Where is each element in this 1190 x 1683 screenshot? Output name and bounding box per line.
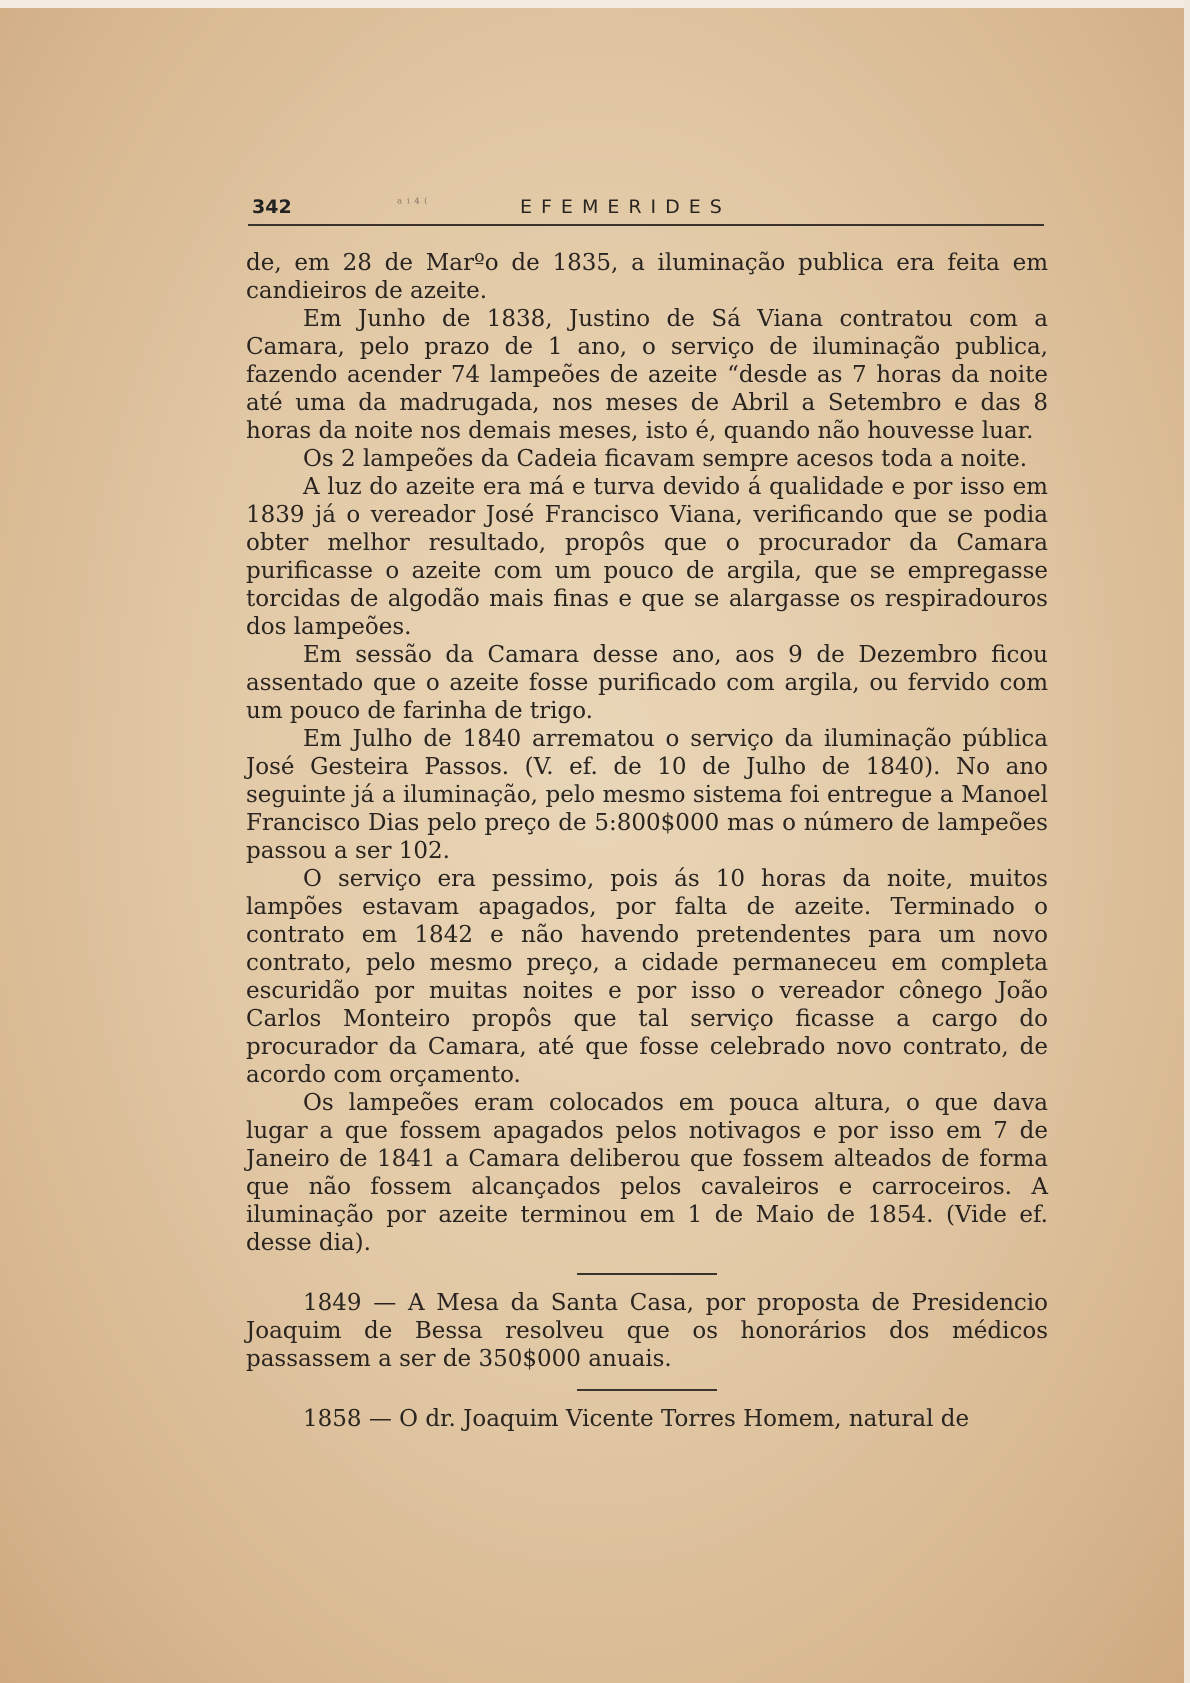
paragraph: Em Julho de 1840 arrematou o serviço da iluminação pública José Gesteira Passos. (V. ef. de 10 de Julho de 1840). No ano seguinte já a iluminação, pelo mesmo sistema foi entregue a Manoel Francisco Dias pelo preço de 5:800$000 mas o número de lampeões passou a ser 102. xyxy=(246,726,1048,864)
page-number: 342 xyxy=(252,196,292,218)
entry-1849: 1849 — A Mesa da Santa Casa, por proposta de Presidencio Joaquim de Bessa resolveu que os honorários dos médicos passassem a ser de 350$000 anuais. xyxy=(246,1290,1048,1372)
paragraph: Os 2 lampeões da Cadeia ficavam sempre acesos toda a noite. xyxy=(303,446,1028,472)
running-title: EFEMERIDES xyxy=(520,196,731,218)
paragraph: Os lampeões eram colocados em pouca altura, o que dava lugar a que fossem apagados pelos notivagos e por isso em 7 de Janeiro de 1841 a Camara deliberou que fossem alteados de forma que não fossem alcançados pelos cavaleiros e carroceiros. A iluminação por azeite terminou em 1 de Maio de 1854. (Vide ef. desse dia). xyxy=(246,1090,1048,1256)
entry-separator xyxy=(577,1389,717,1391)
paragraph: A luz do azeite era má e turva devido á qualidade e por isso em 1839 já o vereador José Francisco Viana, verificando que se podia obter melhor resultado, propôs que o procurador da Camara purificasse o azeite com um pouco de argila, que se empregasse torcidas de algodão mais finas e que se alargasse os respiradouros dos lampeões. xyxy=(246,474,1048,640)
header-rule xyxy=(248,224,1044,226)
entry-separator xyxy=(577,1273,717,1275)
paragraph: de, em 28 de Marºo de 1835, a iluminação publica era feita em candieiros de azeite. xyxy=(246,250,1048,304)
page-header xyxy=(252,196,1042,226)
paragraph: Em sessão da Camara desse ano, aos 9 de Dezembro ficou assentado que o azeite fosse purificado com argila, ou fervido com um pouco de farinha de trigo. xyxy=(246,642,1048,724)
body-text xyxy=(246,249,1048,1433)
paragraph: O serviço era pessimo, pois ás 10 horas da noite, muitos lampões estavam apagados, por falta de azeite. Terminado o contrato em 1842 e não havendo pretendentes para um novo contrato, pelo mesmo preço, a cidade permaneceu em completa escuridão por muitas noites e por isso o vereador cônego João Carlos Monteiro propôs que tal serviço ficasse a cargo do procurador da Camara, até que fosse celebrado novo contrato, de acordo com orçamento. xyxy=(246,866,1048,1088)
header-mark: ᵃ ⁱ ⁴ ⁽ xyxy=(397,196,428,212)
entry-1858: 1858 — O dr. Joaquim Vicente Torres Homem, natural de xyxy=(303,1406,970,1432)
paragraph: Em Junho de 1838, Justino de Sá Viana contratou com a Camara, pelo prazo de 1 ano, o serviço de iluminação publica, fazendo acender 74 lampeões de azeite “desde as 7 horas da noite até uma da madrugada, nos meses de Abril a Setembro e das 8 horas da noite nos demais meses, isto é, quando não houvesse luar. xyxy=(246,306,1048,444)
